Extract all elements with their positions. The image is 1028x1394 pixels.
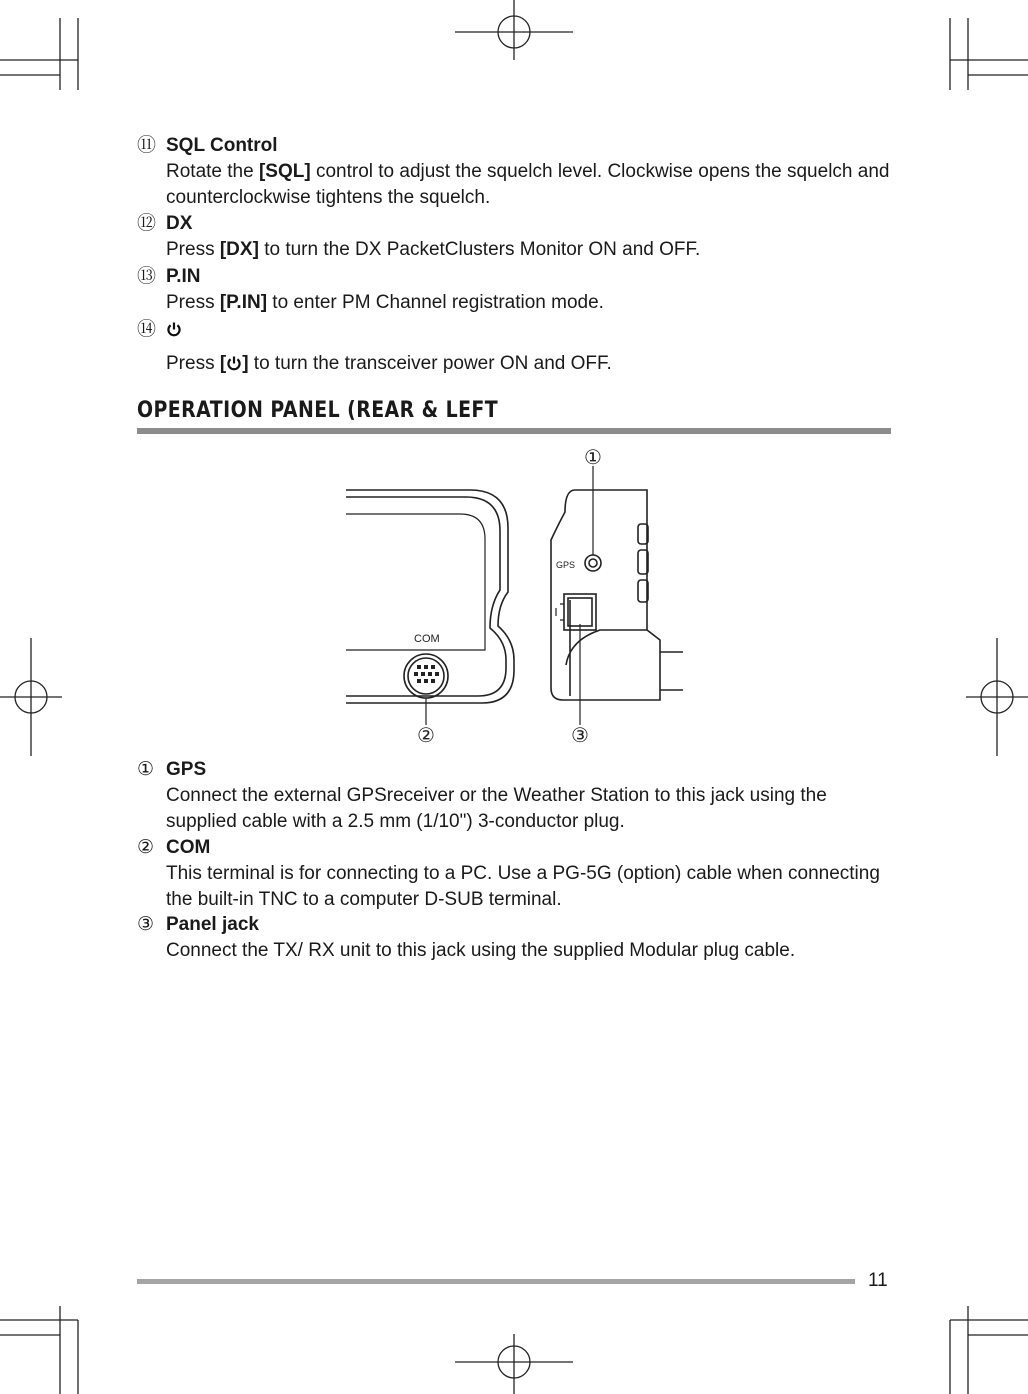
gps-jack [585,555,601,571]
gps-label: GPS [556,560,576,570]
item-description: Press [ ] to turn the transceiver power ON and OFF. [166,353,612,374]
item-title: DX [166,213,193,234]
item-number: ③ [137,914,155,935]
item-number: ⑬ [137,266,157,287]
item-description: Press [DX] to turn the DX PacketClusters Monitor ON and OFF. [166,239,701,260]
side-panel-outline [551,490,660,700]
item-title: Panel jack [166,914,259,935]
item-description: Press [P.IN] to enter PM Channel registration mode. [166,292,604,313]
section-title: OPERATION PANEL (REAR & LEFT [137,398,499,423]
callout-1: ① [584,445,602,469]
item-description: Connect the TX/ RX unit to this jack using the supplied Modular plug cable. [166,940,796,961]
item-description: Connect the external GPSreceiver or the Weather Station to this jack using the supplied cable with a 2.5 mm (1/10") 3-conductor plug. [166,785,827,832]
item-title: SQL Control [166,135,278,156]
com-label: COM [414,633,440,645]
callout-3: ③ [571,723,589,747]
item-number: ⑪ [137,135,157,156]
item-title: GPS [166,759,207,780]
item-number: ⑭ [137,319,157,340]
item-number: ⑫ [137,213,157,234]
page-number: 11 [868,1270,888,1291]
rear-panel-outline [346,490,514,703]
item-title: P.IN [166,266,201,287]
item-description: This terminal is for connecting to a PC. Use a PG-5G (option) cable when connecting the built-in TNC to a computer D-SUB terminal. [166,863,880,910]
com-connector [404,654,448,698]
footer-divider [137,1279,855,1284]
item-number: ① [137,759,155,780]
item-title: COM [166,837,211,858]
item-number: ② [137,837,155,858]
item-description: Rotate the [SQL] control to adjust the squelch level. Clockwise opens the squelch and counterclockwise tightens the squelch. [166,161,890,208]
callout-2: ② [417,723,435,747]
